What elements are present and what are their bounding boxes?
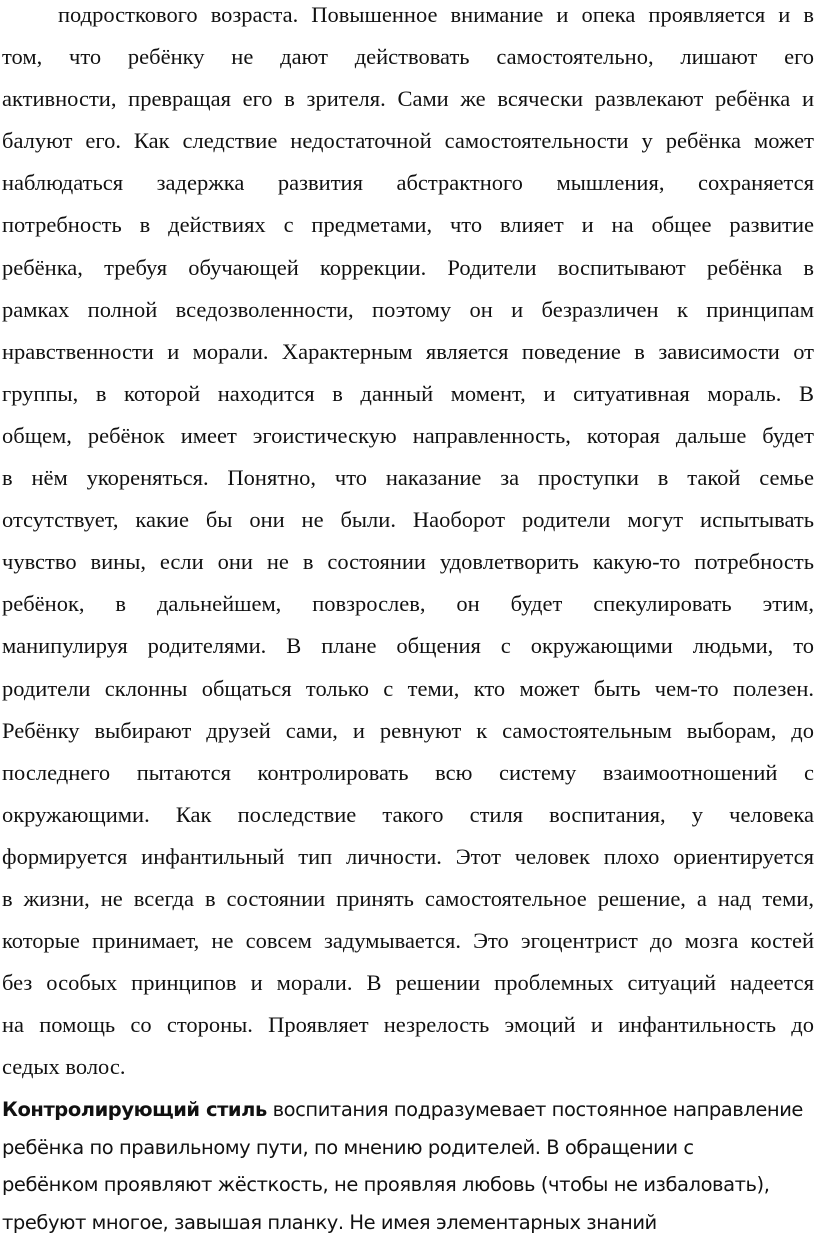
text-line: окружающими. Как последствие такого стиля воспитания, у человека bbox=[2, 801, 814, 827]
text-line bbox=[2, 1095, 814, 1133]
text-line: в нём укореняться. Понятно, что наказание за проступки в такой семье bbox=[2, 465, 814, 491]
text-line: потребность в действиях с предметами, что влияет и на общее развитие bbox=[2, 212, 814, 238]
text-line: ребёнка по правильному пути, по мнению родителей. В обращении с bbox=[2, 1135, 694, 1159]
text-line: Ребёнку выбирают друзей сами, и ревнуют к самостоятельным выборам, до bbox=[2, 717, 814, 743]
text-line: без особых принципов и морали. В решении проблемных ситуаций надеется bbox=[2, 970, 814, 996]
text-line: наблюдаться задержка развития абстрактного мышления, сохраняется bbox=[2, 170, 814, 196]
text-line: активности, превращая его в зрителя. Сами же всячески развлекают ребёнка и bbox=[2, 86, 814, 112]
text-line: нравственности и морали. Характерным является поведение в зависимости от bbox=[2, 338, 814, 364]
text-line: подросткового возраста. Повышенное внимание и опека проявляется и в bbox=[58, 2, 814, 27]
text-line: на помощь со стороны. Проявляет незрелость эмоций и инфантильность до bbox=[2, 1012, 814, 1038]
text-line: которые принимает, не совсем задумывается. Это эгоцентрист до мозга костей bbox=[2, 928, 814, 954]
text-line: ребёнком проявляют жёсткость, не проявляя любовь (чтобы не избаловать), bbox=[2, 1173, 770, 1196]
text-line: том, что ребёнку не дают действовать самостоятельно, лишают его bbox=[2, 44, 814, 70]
text-line: требуют многое, завышая планку. Не имея элементарных знаний bbox=[2, 1210, 657, 1234]
text-line: в жизни, не всегда в состоянии принять самостоятельное решение, а над теми, bbox=[2, 885, 814, 911]
text-line: родители склонны общаться только с теми, кто может быть чем-то полезен. bbox=[2, 675, 814, 701]
text-run: воспитания подразумевает постоянное направление bbox=[266, 1098, 803, 1121]
paragraph-controlling-style bbox=[2, 1095, 814, 1245]
text-line: чувство вины, если они не в состоянии удовлетворить какую-то потребность bbox=[2, 549, 814, 575]
text-line: балуют его. Как следствие недостаточной самостоятельности у ребёнка может bbox=[2, 128, 814, 154]
paragraph-permissive-style bbox=[2, 0, 814, 1094]
text-line: отсутствует, какие бы они не были. Наоборот родители могут испытывать bbox=[2, 507, 814, 533]
text-line: формируется инфантильный тип личности. Этот человек плохо ориентируется bbox=[2, 843, 814, 869]
text-line: общем, ребёнок имеет эгоистическую направленность, которая дальше будет bbox=[2, 422, 814, 448]
text-line: ребёнок, в дальнейшем, повзрослев, он будет спекулировать этим, bbox=[2, 591, 814, 617]
text-line: манипулируя родителями. В плане общения с окружающими людьми, то bbox=[2, 633, 814, 659]
text-line: группы, в которой находится в данный момент, и ситуативная мораль. В bbox=[2, 380, 814, 406]
bold-term: Контролирующий стиль bbox=[2, 1098, 267, 1121]
text-line: ребёнка, требуя обучающей коррекции. Родители воспитывают ребёнка в bbox=[2, 254, 814, 280]
text-line: рамках полной вседозволенности, поэтому он и безразличен к принципам bbox=[2, 296, 814, 322]
text-line: седых волос. bbox=[2, 1054, 126, 1080]
text-line: последнего пытаются контролировать всю систему взаимоотношений с bbox=[2, 759, 814, 785]
